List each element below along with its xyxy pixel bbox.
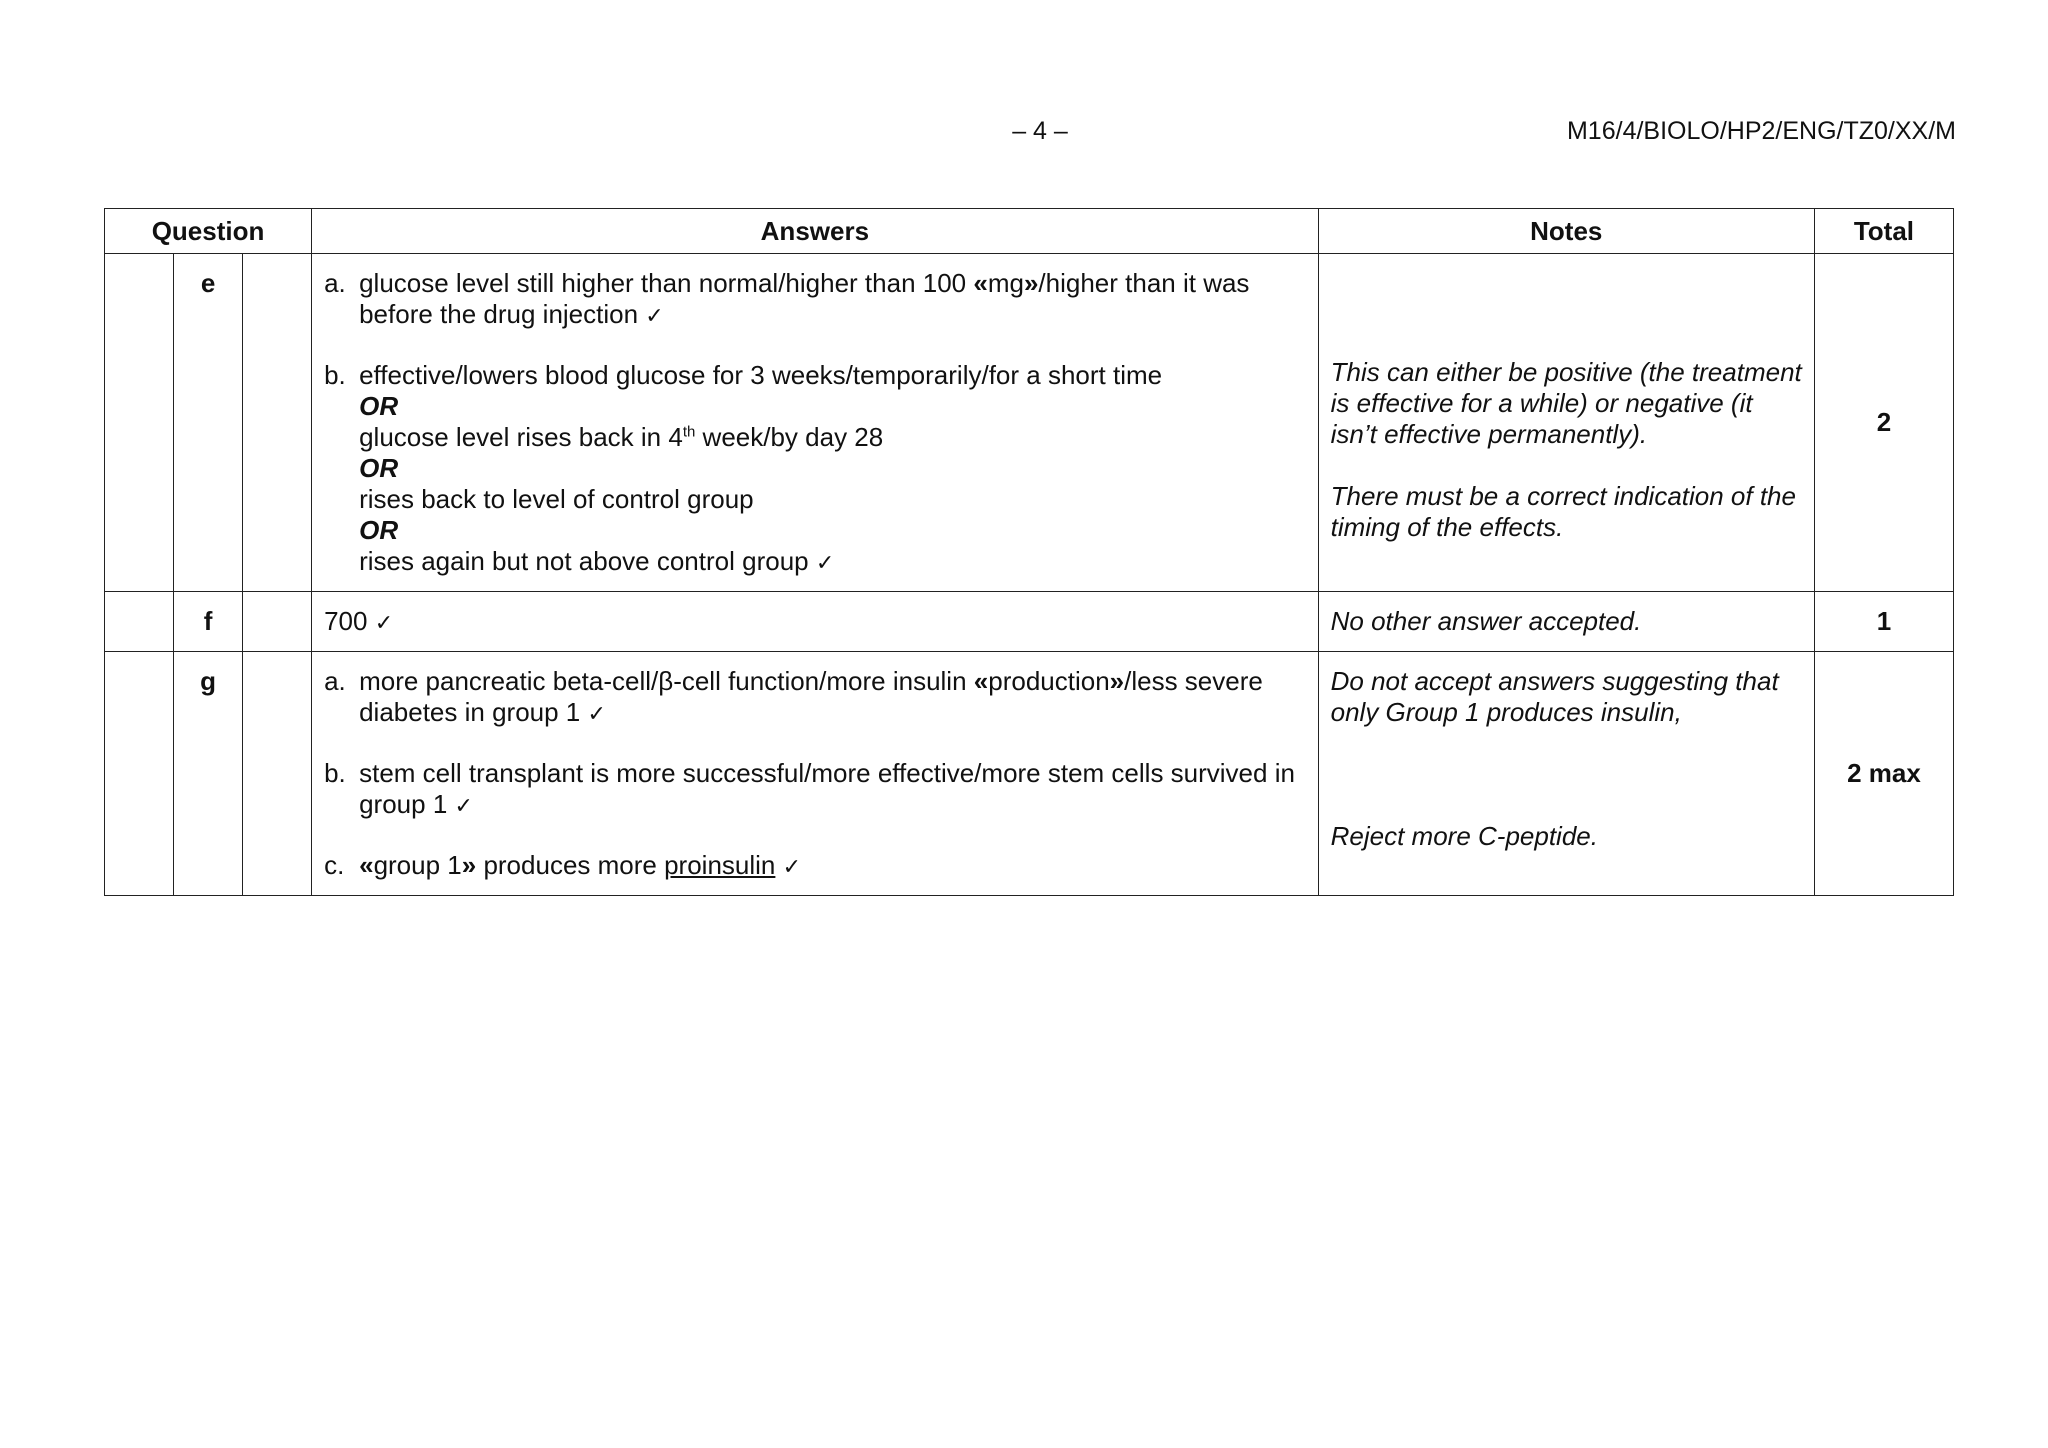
note-text: This can either be positive (the treatment is effective for a while) or negative (it isn’t effective permanently).: [1330, 357, 1802, 449]
question-number-cell: [105, 652, 174, 896]
answer-line: [359, 422, 1306, 453]
document-code: M16/4/BIOLO/HP2/ENG/TZ0/XX/M: [1566, 117, 1956, 145]
answer-label: b.: [324, 758, 346, 788]
answer-text-part: produces more: [476, 850, 665, 880]
tick-icon: ✓: [587, 702, 606, 727]
question-part-letter: g: [174, 652, 243, 896]
table-row: [105, 254, 1954, 592]
answer-item-b: [324, 360, 1306, 579]
note-text: Do not accept answers suggesting that only Group 1 produces insulin,: [1330, 666, 1779, 727]
guillemet-open: «: [973, 666, 989, 696]
answer-line: [359, 546, 1306, 579]
answer-text: [359, 360, 1306, 579]
superscript: th: [682, 423, 696, 441]
tick-icon: ✓: [454, 794, 473, 819]
answer-line: effective/lowers blood glucose for 3 weeks/temporarily/for a short time: [359, 360, 1163, 390]
answer-text: [359, 850, 1306, 883]
answer-label: b.: [324, 360, 346, 390]
answer-text-part: more pancreatic beta-cell/β-cell function/more insulin: [359, 666, 974, 696]
answer-text-part: glucose level still higher than normal/higher than 100: [359, 268, 974, 298]
table-row: [105, 592, 1954, 652]
answer-text: [359, 758, 1306, 822]
question-number-cell: [105, 254, 174, 592]
total-cell: 1: [1814, 592, 1953, 652]
or-separator: OR: [359, 391, 399, 421]
answers-cell: [312, 254, 1319, 592]
answer-label: c.: [324, 850, 345, 880]
question-number-cell: [105, 592, 174, 652]
answer-text-part: group 1: [373, 850, 462, 880]
answers-cell: [312, 652, 1319, 896]
note-text: There must be a correct indication of the timing of the effects.: [1330, 481, 1796, 542]
note-text: Reject more C-peptide.: [1330, 821, 1598, 851]
answer-label: a.: [324, 666, 346, 696]
answer-text-part: /higher than it was before the drug injection: [359, 268, 1250, 329]
notes-cell: [1318, 652, 1814, 896]
answer-unit: mg: [987, 268, 1024, 298]
header-question: Question: [105, 209, 312, 254]
header-total: Total: [1814, 209, 1953, 254]
answer-item-a: [324, 666, 1306, 730]
question-subpart-cell: [243, 254, 312, 592]
header-answers: Answers: [312, 209, 1319, 254]
markscheme-table: [104, 208, 1954, 896]
tick-icon: ✓: [374, 611, 394, 636]
answer-text-part: /less severe diabetes in group 1: [359, 666, 1263, 727]
notes-cell: No other answer accepted.: [1318, 592, 1814, 652]
guillemet-open: «: [973, 268, 988, 298]
tick-icon: ✓: [782, 855, 802, 880]
guillemet-close: »: [1109, 666, 1125, 696]
answer-text-part: production: [988, 666, 1110, 696]
tick-icon: ✓: [645, 304, 664, 329]
answer-text-part: stem cell transplant is more successful/more effective/more stem cells survived in group 1: [359, 758, 1295, 819]
question-subpart-cell: [243, 652, 312, 896]
notes-cell: [1318, 254, 1814, 592]
question-part-letter: f: [174, 592, 243, 652]
answers-cell: [312, 592, 1319, 652]
answer-item-b: [324, 758, 1306, 822]
table-header-row: [105, 209, 1954, 254]
answer-line: rises back to level of control group: [359, 484, 754, 514]
answer-text: [359, 666, 1306, 730]
answer-item-c: [324, 850, 1306, 883]
answer-item-a: [324, 268, 1306, 332]
table-row: [105, 652, 1954, 896]
answer-text: [359, 268, 1306, 332]
or-separator: OR: [359, 515, 399, 545]
page-number: – 4 –: [1012, 117, 1068, 145]
guillemet-close: »: [461, 850, 477, 880]
guillemet-close: »: [1023, 268, 1039, 298]
total-cell: 2: [1814, 254, 1953, 592]
header-notes: Notes: [1318, 209, 1814, 254]
question-subpart-cell: [243, 592, 312, 652]
total-cell: 2 max: [1814, 652, 1953, 896]
or-separator: OR: [359, 453, 399, 483]
answer-text-part: rises again but not above control group: [359, 546, 809, 576]
answer-text: 700: [324, 606, 368, 636]
underlined-term: proinsulin: [664, 850, 776, 880]
answer-text-part: week/by day 28: [695, 422, 884, 452]
guillemet-open: «: [359, 850, 374, 880]
question-part-letter: e: [174, 254, 243, 592]
answer-text-part: glucose level rises back in 4: [359, 422, 683, 452]
tick-icon: ✓: [815, 551, 835, 576]
answer-label: a.: [324, 268, 346, 298]
